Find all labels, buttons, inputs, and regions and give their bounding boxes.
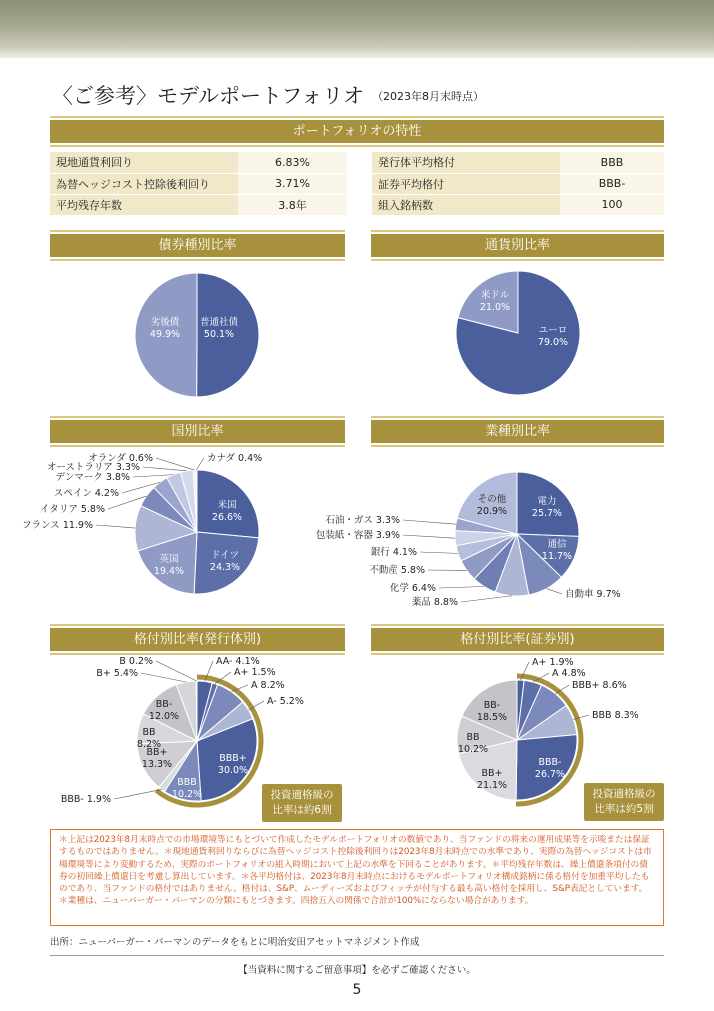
rating_issuer-label-1: A+ 1.5% — [234, 667, 276, 678]
sector-label-5: 不動産 5.8% — [369, 565, 425, 576]
country-label-5: スペイン 4.2% — [53, 488, 119, 499]
bond_type-value-0: 50.1% — [203, 329, 235, 340]
country-value-1: 24.3% — [209, 562, 241, 573]
badge-line: 投資適格級の — [270, 789, 334, 801]
country-label-4: イタリア 5.8% — [39, 504, 105, 515]
table-cell-label: 組入銘柄数 — [372, 194, 560, 215]
sector-value-1: 11.7% — [541, 551, 573, 562]
rating_issuer-leader-10 — [141, 673, 186, 682]
table-cell-label: 現地通貨利回り — [50, 152, 238, 173]
rating_issuer-label-8: BB — [142, 727, 156, 738]
sector-leader-4 — [439, 587, 484, 588]
rating_issuer-label-0: AA- 4.1% — [216, 656, 260, 667]
rating_security-label-4: BBB- — [538, 757, 562, 768]
rating_security-label-7: BB- — [483, 700, 501, 711]
disclaimer-note: ＊上記は2023年8月末時点での市場環境等にもとづいて作成したモデルポートフォリオの数値であり、当ファンドの将来の運用成果等を示唆または保証するものではありません。＊現地通貨利回りならびに為替ヘッジコスト控除後利回りは2023年8月末時点での水準であり、実際の為替ヘッジコストは市場環境等により変動するため、実際のポートフォリオの組入時期において上記の水準を下回ることがあります。＊平均残存年数は、繰上償還条項付の債券の初回繰上償還日を考慮し算出しています。＊各平均格付は、2023年8月末時点におけるモデルポートフォリオ構成銘柄に係る格付を加重平均したものであり、当ファンドの格付ではありません。格付は、S&P、ムーディーズおよびフィッチが付与する最も高い格付を採用し、S&P表記としています。＊業種は、ニューバーガー・バーマンの分類にもとづきます。四捨五入の関係で合計が100%にならない場合があります。 — [50, 829, 664, 926]
sector-leader-7 — [403, 535, 455, 538]
sector-label-9: その他 — [477, 494, 507, 505]
page-title-date: （2023年8月末時点） — [372, 90, 485, 103]
rating_issuer-label-11: B 0.2% — [119, 656, 153, 667]
country-label-3: フランス 11.9% — [22, 520, 93, 531]
country-label-0: 米国 — [217, 500, 237, 511]
sector-label-8: 石油・ガス 3.3% — [325, 515, 400, 526]
sector-label-2: 自動車 9.7% — [565, 589, 621, 600]
table-cell-label: 平均残存年数 — [50, 194, 238, 215]
page-title-text: 〈ご参考〉モデルポートフォリオ — [52, 84, 365, 108]
country-leader-9 — [196, 458, 204, 470]
section-header-characteristics: ポートフォリオの特性 — [50, 120, 664, 143]
sector-label-3: 薬品 8.8% — [411, 597, 458, 608]
country-label-9: カナダ 0.4% — [207, 453, 263, 464]
rating_issuer-value-5: 10.2% — [171, 789, 203, 800]
investment-grade-badge-security — [584, 783, 664, 821]
sector-value-9: 20.9% — [476, 506, 508, 517]
rating_issuer-leader-6 — [114, 789, 162, 799]
rating_issuer-label-7: BB+ — [146, 747, 168, 758]
rating_issuer-label-9: BB- — [155, 699, 173, 710]
country-label-8: オランダ 0.6% — [88, 453, 153, 464]
sector-label-7: 包装紙・容器 3.9% — [315, 530, 400, 541]
currency-label-0: ユーロ — [538, 325, 568, 336]
country-value-2: 19.4% — [153, 566, 185, 577]
rating_security-value-7: 18.5% — [476, 712, 508, 723]
rating_security-label-5: BB+ — [481, 768, 503, 779]
sector-label-1: 通信 — [547, 539, 567, 550]
rating_issuer-label-3: A- 5.2% — [267, 696, 304, 707]
rating_issuer-label-10: B+ 5.4% — [96, 668, 138, 679]
sector-leader-8 — [403, 520, 456, 524]
rating_security-label-6: BB — [466, 732, 480, 743]
currency-value-1: 21.0% — [479, 302, 511, 313]
country-leader-3 — [96, 525, 135, 528]
table-cell-label: 証券平均格付 — [372, 173, 560, 194]
source-note: 出所：ニューバーガー・バーマンのデータをもとに明治安田アセットマネジメント作成 — [50, 937, 420, 948]
rating_security-value-4: 26.7% — [534, 769, 566, 780]
rating_issuer-value-8: 8.2% — [136, 739, 162, 750]
country-label-1: ドイツ — [210, 550, 240, 561]
rating_security-label-0: A+ 1.9% — [532, 657, 574, 668]
footer-divider — [50, 955, 664, 956]
rating_issuer-value-7: 13.3% — [141, 759, 173, 770]
currency-value-0: 79.0% — [537, 337, 569, 348]
sector-leader-6 — [420, 552, 458, 553]
bond_type-value-1: 49.9% — [149, 329, 181, 340]
rating_issuer-value-4: 30.0% — [217, 765, 249, 776]
chart-title-country: 国別比率 — [50, 420, 345, 443]
sector-label-6: 銀行 4.1% — [370, 547, 417, 558]
country-leader-6 — [133, 475, 174, 477]
sector-label-4: 化学 6.4% — [389, 583, 436, 594]
badge-line: 投資適格級の — [592, 788, 656, 800]
country-label-7: オーストラリア 3.3% — [46, 462, 140, 473]
table-cell-value: BBB- — [560, 173, 664, 194]
table-cell-label: 為替ヘッジコスト控除後利回り — [50, 173, 238, 194]
chart-title-sector: 業種別比率 — [371, 420, 664, 443]
chart-title-rating-security: 格付別比率(証券別) — [371, 628, 664, 651]
country-label-6: デンマーク 3.8% — [55, 472, 130, 483]
rating_issuer-label-4: BBB+ — [219, 753, 247, 764]
table-cell-value: BBB — [560, 152, 664, 173]
table-cell-value: 3.8年 — [238, 194, 347, 215]
badge-line: 比率は約6割 — [272, 804, 332, 816]
country-leader-7 — [143, 467, 187, 471]
rating_issuer-value-9: 12.0% — [148, 711, 180, 722]
table-cell-label: 発行体平均格付 — [372, 152, 560, 173]
rating_security-label-3: BBB 8.3% — [592, 710, 639, 721]
footer-notice: 【当資料に関するご留意事項】を必ずご確認ください。 — [238, 965, 476, 976]
sector-value-0: 25.7% — [531, 508, 563, 519]
sector-leader-3 — [461, 596, 512, 602]
currency-label-1: 米ドル — [480, 290, 510, 301]
page-number: 5 — [352, 982, 362, 998]
badge-line: 比率は約5割 — [594, 803, 654, 815]
investment-grade-badge-issuer — [262, 784, 342, 822]
country-value-0: 26.6% — [211, 512, 243, 523]
chart-title-rating-issuer: 格付別比率(発行体別) — [50, 628, 345, 651]
table-cell-value: 6.83% — [238, 152, 347, 173]
rating_security-label-2: BBB+ 8.6% — [572, 680, 627, 691]
rating_issuer-label-2: A 8.2% — [251, 680, 285, 691]
table-cell-value: 100 — [560, 194, 664, 215]
bond_type-label-1: 劣後債 — [150, 317, 180, 328]
bond_type-label-0: 普通社債 — [199, 317, 239, 328]
chart-title-currency: 通貨別比率 — [371, 234, 664, 257]
table-cell-value: 3.71% — [238, 173, 347, 194]
rating_security-value-6: 10.2% — [457, 744, 489, 755]
country-leader-8 — [156, 458, 194, 470]
rating_security-value-5: 21.1% — [476, 780, 508, 791]
rating_issuer-label-6: BBB- 1.9% — [60, 794, 111, 805]
rating_security-label-1: A 4.8% — [552, 668, 586, 679]
rating_issuer-label-5: BBB — [177, 777, 197, 788]
sector-label-0: 電力 — [537, 496, 557, 507]
rating_issuer-leader-11 — [156, 661, 197, 681]
chart-title-bond-type: 債券種別比率 — [50, 234, 345, 257]
country-label-2: 英国 — [159, 554, 179, 565]
sector-leader-2 — [546, 589, 562, 594]
